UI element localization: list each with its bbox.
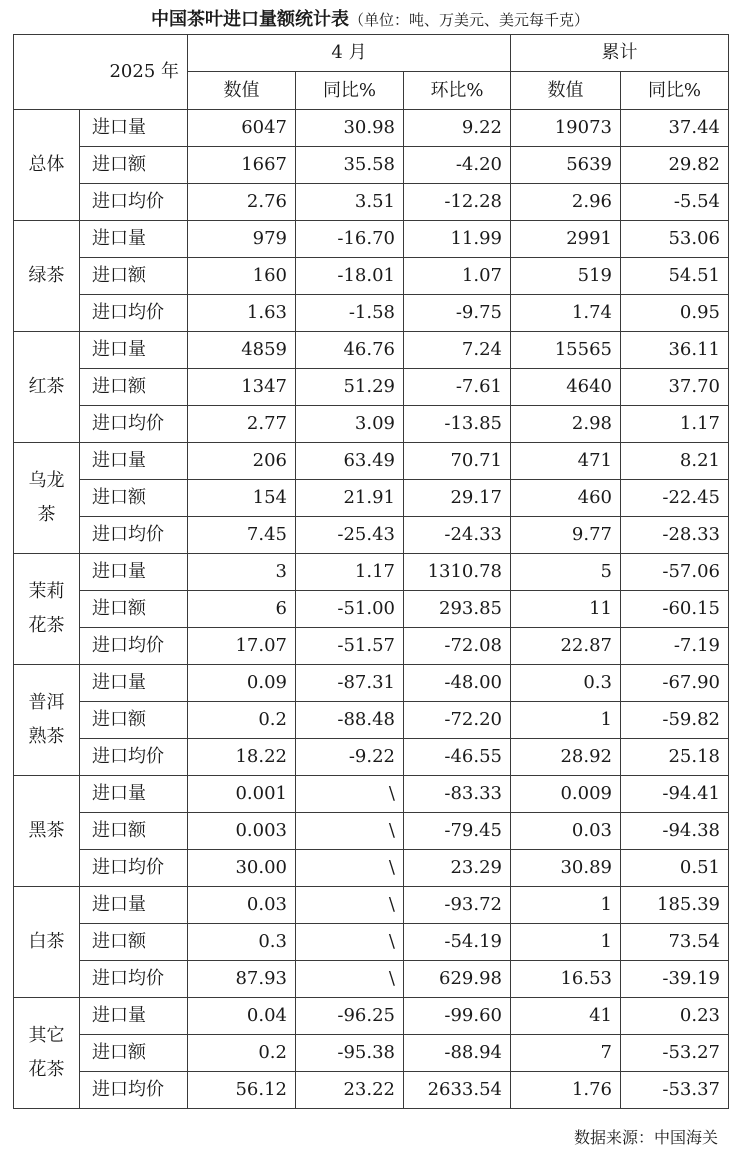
value-cell: 7.45: [188, 517, 296, 554]
value-cell: 293.85: [404, 591, 511, 628]
value-cell: 23.29: [404, 850, 511, 887]
value-cell: 2.98: [511, 406, 621, 443]
value-cell: 0.03: [511, 813, 621, 850]
metric-label: 进口额: [80, 702, 188, 739]
value-cell: 2.76: [188, 184, 296, 221]
value-cell: 87.93: [188, 961, 296, 998]
value-cell: -72.08: [404, 628, 511, 665]
value-cell: -46.55: [404, 739, 511, 776]
value-cell: 25.18: [621, 739, 729, 776]
value-cell: 979: [188, 221, 296, 258]
value-cell: 29.82: [621, 147, 729, 184]
value-cell: 4859: [188, 332, 296, 369]
metric-label: 进口量: [80, 887, 188, 924]
value-cell: -9.75: [404, 295, 511, 332]
value-cell: 23.22: [296, 1072, 404, 1109]
table-title: [0, 6, 740, 33]
table-row: [14, 665, 729, 702]
table-row: [14, 295, 729, 332]
metric-label: 进口额: [80, 369, 188, 406]
column-header: 同比%: [296, 72, 404, 110]
value-cell: 2.77: [188, 406, 296, 443]
metric-label: 进口量: [80, 776, 188, 813]
column-header: 同比%: [621, 72, 729, 110]
value-cell: -88.94: [404, 1035, 511, 1072]
value-cell: -51.57: [296, 628, 404, 665]
table-row: [14, 406, 729, 443]
value-cell: 0.03: [188, 887, 296, 924]
value-cell: 1.76: [511, 1072, 621, 1109]
value-cell: 471: [511, 443, 621, 480]
value-cell: 0.009: [511, 776, 621, 813]
category-label-line: 其它: [28, 1025, 65, 1046]
value-cell: 460: [511, 480, 621, 517]
value-cell: -24.33: [404, 517, 511, 554]
metric-label: 进口量: [80, 665, 188, 702]
value-cell: 36.11: [621, 332, 729, 369]
value-cell: 16.53: [511, 961, 621, 998]
value-cell: 35.58: [296, 147, 404, 184]
value-cell: 1.07: [404, 258, 511, 295]
table-row: [14, 184, 729, 221]
column-header: 环比%: [404, 72, 511, 110]
value-cell: 7: [511, 1035, 621, 1072]
value-cell: -96.25: [296, 998, 404, 1035]
metric-label: 进口量: [80, 998, 188, 1035]
metric-label: 进口均价: [80, 406, 188, 443]
data-source: 数据来源：中国海关: [573, 1128, 718, 1147]
value-cell: 9.77: [511, 517, 621, 554]
value-cell: 51.29: [296, 369, 404, 406]
category-label-line: 黑茶: [28, 820, 65, 841]
table-row: [14, 554, 729, 591]
value-cell: -94.38: [621, 813, 729, 850]
value-cell: -1.58: [296, 295, 404, 332]
column-header: 数值: [511, 72, 621, 110]
metric-label: 进口额: [80, 591, 188, 628]
table-row: [14, 924, 729, 961]
value-cell: 0.003: [188, 813, 296, 850]
value-cell: 1: [511, 887, 621, 924]
value-cell: 5639: [511, 147, 621, 184]
value-cell: 19073: [511, 110, 621, 147]
value-cell: 2.96: [511, 184, 621, 221]
value-cell: 1.17: [621, 406, 729, 443]
metric-label: 进口量: [80, 221, 188, 258]
metric-label: 进口均价: [80, 961, 188, 998]
value-cell: -18.01: [296, 258, 404, 295]
value-cell: 5: [511, 554, 621, 591]
value-cell: -28.33: [621, 517, 729, 554]
value-cell: 0.3: [511, 665, 621, 702]
value-cell: 30.00: [188, 850, 296, 887]
value-cell: -53.27: [621, 1035, 729, 1072]
value-cell: -83.33: [404, 776, 511, 813]
table-row: [14, 961, 729, 998]
metric-label: 进口均价: [80, 628, 188, 665]
category-cell: [14, 887, 80, 998]
table-row: [14, 591, 729, 628]
value-cell: 1667: [188, 147, 296, 184]
category-cell: [14, 110, 80, 221]
value-cell: 1: [511, 702, 621, 739]
category-cell: [14, 221, 80, 332]
metric-label: 进口量: [80, 443, 188, 480]
value-cell: \: [296, 850, 404, 887]
value-cell: 9.22: [404, 110, 511, 147]
category-cell: [14, 998, 80, 1109]
value-cell: -9.22: [296, 739, 404, 776]
value-cell: \: [296, 776, 404, 813]
value-cell: -7.19: [621, 628, 729, 665]
tea-import-table: [13, 34, 729, 1109]
value-cell: 0.3: [188, 924, 296, 961]
category-label-line: 普洱: [28, 692, 65, 713]
value-cell: 73.54: [621, 924, 729, 961]
value-cell: 1.17: [296, 554, 404, 591]
value-cell: -94.41: [621, 776, 729, 813]
value-cell: 3.09: [296, 406, 404, 443]
metric-label: 进口量: [80, 332, 188, 369]
value-cell: -53.37: [621, 1072, 729, 1109]
metric-label: 进口额: [80, 1035, 188, 1072]
value-cell: 54.51: [621, 258, 729, 295]
value-cell: 519: [511, 258, 621, 295]
table-row: [14, 443, 729, 480]
value-cell: 0.09: [188, 665, 296, 702]
value-cell: -67.90: [621, 665, 729, 702]
value-cell: -60.15: [621, 591, 729, 628]
value-cell: -95.38: [296, 1035, 404, 1072]
value-cell: -59.82: [621, 702, 729, 739]
category-cell: [14, 443, 80, 554]
table-title-main: 中国茶叶进口量额统计表: [150, 9, 349, 30]
value-cell: -7.61: [404, 369, 511, 406]
value-cell: -48.00: [404, 665, 511, 702]
value-cell: -39.19: [621, 961, 729, 998]
value-cell: 0.2: [188, 702, 296, 739]
value-cell: 30.98: [296, 110, 404, 147]
metric-label: 进口量: [80, 110, 188, 147]
value-cell: -51.00: [296, 591, 404, 628]
value-cell: 30.89: [511, 850, 621, 887]
category-cell: [14, 332, 80, 443]
value-cell: -13.85: [404, 406, 511, 443]
table-title-unit: （单位：吨、万美元、美元每千克）: [348, 11, 589, 29]
metric-label: 进口额: [80, 147, 188, 184]
value-cell: 22.87: [511, 628, 621, 665]
value-cell: 0.95: [621, 295, 729, 332]
table-row: [14, 998, 729, 1035]
category-label-line: 白茶: [28, 931, 65, 952]
value-cell: 154: [188, 480, 296, 517]
value-cell: 17.07: [188, 628, 296, 665]
column-header: 数值: [188, 72, 296, 110]
value-cell: 28.92: [511, 739, 621, 776]
value-cell: 2991: [511, 221, 621, 258]
category-label-line: 茉莉: [28, 581, 65, 602]
value-cell: 2633.54: [404, 1072, 511, 1109]
category-label-line: 绿茶: [28, 265, 65, 286]
value-cell: 4640: [511, 369, 621, 406]
metric-label: 进口额: [80, 813, 188, 850]
value-cell: 53.06: [621, 221, 729, 258]
value-cell: 206: [188, 443, 296, 480]
table-row: [14, 517, 729, 554]
category-label-line: 花茶: [28, 615, 65, 636]
value-cell: 56.12: [188, 1072, 296, 1109]
value-cell: 21.91: [296, 480, 404, 517]
metric-label: 进口均价: [80, 739, 188, 776]
table-row: [14, 628, 729, 665]
metric-label: 进口均价: [80, 184, 188, 221]
value-cell: \: [296, 961, 404, 998]
value-cell: 70.71: [404, 443, 511, 480]
cumulative-header: 累计: [511, 35, 729, 72]
value-cell: -88.48: [296, 702, 404, 739]
value-cell: 11.99: [404, 221, 511, 258]
value-cell: 8.21: [621, 443, 729, 480]
value-cell: \: [296, 887, 404, 924]
category-cell: [14, 776, 80, 887]
value-cell: 160: [188, 258, 296, 295]
value-cell: -93.72: [404, 887, 511, 924]
value-cell: -99.60: [404, 998, 511, 1035]
category-label-line: 乌龙: [28, 470, 65, 491]
value-cell: 41: [511, 998, 621, 1035]
value-cell: 6047: [188, 110, 296, 147]
value-cell: -54.19: [404, 924, 511, 961]
table-row: [14, 1035, 729, 1072]
value-cell: \: [296, 924, 404, 961]
table-row: [14, 147, 729, 184]
category-label-line: 熟茶: [28, 726, 65, 747]
value-cell: 1.63: [188, 295, 296, 332]
metric-label: 进口均价: [80, 1072, 188, 1109]
value-cell: 1347: [188, 369, 296, 406]
value-cell: \: [296, 813, 404, 850]
month-header: 4 月: [188, 35, 511, 72]
metric-label: 进口额: [80, 924, 188, 961]
value-cell: 1310.78: [404, 554, 511, 591]
table-row: [14, 739, 729, 776]
table-row: [14, 1072, 729, 1109]
category-cell: [14, 554, 80, 665]
value-cell: -79.45: [404, 813, 511, 850]
value-cell: 7.24: [404, 332, 511, 369]
table-row: [14, 258, 729, 295]
value-cell: 3.51: [296, 184, 404, 221]
value-cell: -12.28: [404, 184, 511, 221]
metric-label: 进口额: [80, 480, 188, 517]
table-row: [14, 887, 729, 924]
value-cell: 0.51: [621, 850, 729, 887]
value-cell: 18.22: [188, 739, 296, 776]
value-cell: 0.001: [188, 776, 296, 813]
year-header: 2025 年: [14, 35, 188, 110]
value-cell: 11: [511, 591, 621, 628]
value-cell: 15565: [511, 332, 621, 369]
value-cell: 1.74: [511, 295, 621, 332]
value-cell: 0.04: [188, 998, 296, 1035]
value-cell: 63.49: [296, 443, 404, 480]
metric-label: 进口均价: [80, 517, 188, 554]
category-label-line: 总体: [28, 154, 65, 175]
value-cell: -57.06: [621, 554, 729, 591]
value-cell: 629.98: [404, 961, 511, 998]
table-row: [14, 332, 729, 369]
value-cell: 1: [511, 924, 621, 961]
value-cell: 6: [188, 591, 296, 628]
metric-label: 进口均价: [80, 295, 188, 332]
metric-label: 进口量: [80, 554, 188, 591]
value-cell: -22.45: [621, 480, 729, 517]
category-cell: [14, 665, 80, 776]
table-body: [14, 110, 729, 1109]
value-cell: 37.44: [621, 110, 729, 147]
value-cell: 3: [188, 554, 296, 591]
value-cell: -25.43: [296, 517, 404, 554]
category-label-line: 红茶: [28, 376, 65, 397]
category-label-line: 茶: [37, 504, 56, 525]
value-cell: 0.2: [188, 1035, 296, 1072]
table-row: [14, 480, 729, 517]
value-cell: 29.17: [404, 480, 511, 517]
table-row: [14, 813, 729, 850]
table-row: [14, 776, 729, 813]
value-cell: 37.70: [621, 369, 729, 406]
table-row: [14, 850, 729, 887]
value-cell: -87.31: [296, 665, 404, 702]
value-cell: 0.23: [621, 998, 729, 1035]
metric-label: 进口额: [80, 258, 188, 295]
value-cell: -5.54: [621, 184, 729, 221]
table-row: [14, 221, 729, 258]
value-cell: -72.20: [404, 702, 511, 739]
value-cell: -16.70: [296, 221, 404, 258]
value-cell: 185.39: [621, 887, 729, 924]
table-row: [14, 702, 729, 739]
table-row: [14, 369, 729, 406]
table-row: [14, 110, 729, 147]
metric-label: 进口均价: [80, 850, 188, 887]
value-cell: -4.20: [404, 147, 511, 184]
value-cell: 46.76: [296, 332, 404, 369]
category-label-line: 花茶: [28, 1059, 65, 1080]
